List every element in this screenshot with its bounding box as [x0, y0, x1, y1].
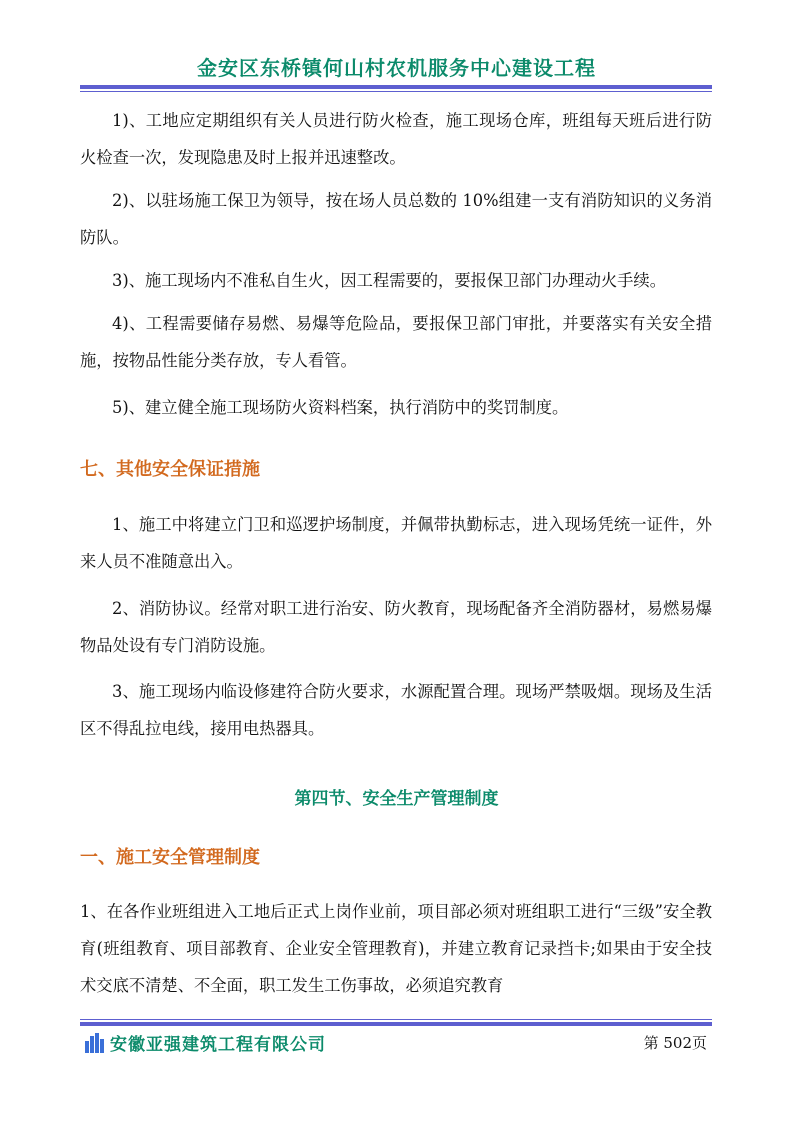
page-header-title: 金安区东桥镇何山村农机服务中心建设工程 — [197, 56, 596, 80]
footer-company — [84, 1030, 326, 1055]
header-rule — [80, 85, 712, 89]
other-measure-1: 1、施工中将建立门卫和巡逻护场制度，并佩带执勤标志，进入现场凭统一证件，外来人员不准随意出入。 — [80, 515, 712, 571]
section-paragraph: 1、在各作业班组进入工地后正式上岗作业前，项目部必须对班组职工进行“三级”安全教育(班组教育、项目部教育、企业安全管理教育)，并建立教育记录挡卡;如果由于安全技术交底不清楚、不全面，职工发生工伤事故，必须追究教育 — [80, 902, 712, 995]
fire-item-1: 1)、工地应定期组织有关人员进行防火检查，施工现场仓库，班组每天班后进行防火检查一次，发现隐患及时上报并迅速整改。 — [80, 111, 712, 167]
footer-rule-thin — [80, 1019, 712, 1020]
footer-rule — [80, 1022, 712, 1026]
other-measure-2: 2、消防协议。经常对职工进行治安、防火教育，现场配备齐全消防器材，易燃易爆物品处设有专门消防设施。 — [80, 599, 712, 655]
fire-item-4: 4)、工程需要储存易燃、易爆等危险品，要报保卫部门审批，并要落实有关安全措施，按物品性能分类存放，专人看管。 — [80, 314, 712, 370]
other-measures-heading: 七、其他安全保证措施 — [80, 459, 260, 480]
fire-item-5: 5)、建立健全施工现场防火资料档案，执行消防中的奖罚制度。 — [112, 398, 569, 417]
fire-item-2: 2)、以驻场施工保卫为领导，按在场人员总数的 10%组建一支有消防知识的义务消防队。 — [80, 191, 712, 247]
footer-company-name: 安徽亚强建筑工程有限公司 — [110, 1035, 326, 1055]
building-logo-icon — [84, 1033, 106, 1053]
fire-item-3: 3)、施工现场内不准私自生火，因工程需要的，要报保卫部门办理动火手续。 — [112, 271, 666, 290]
other-measure-3: 3、施工现场内临设修建符合防火要求，水源配置合理。现场严禁吸烟。现场及生活区不得乱拉电线，接用电热器具。 — [80, 682, 712, 738]
section-title: 第四节、安全生产管理制度 — [294, 789, 499, 809]
page-number: 第 502页 — [643, 1034, 707, 1052]
header-rule-thin — [80, 91, 712, 92]
section-subheading: 一、施工安全管理制度 — [80, 847, 260, 868]
